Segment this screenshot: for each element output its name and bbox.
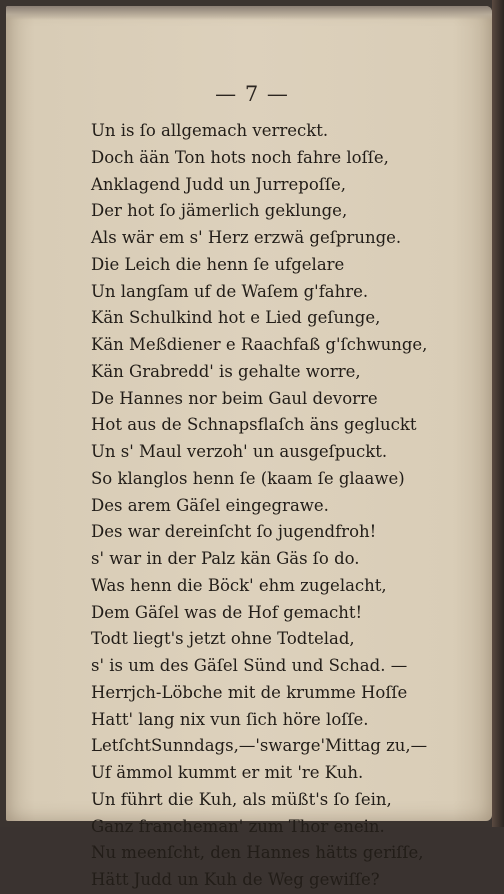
poem-line: Anklagend Judd un Jurrepoſſe, <box>91 174 347 194</box>
poem-line: Der hot ſo jämerlich geklunge, <box>91 201 348 221</box>
poem-line: Uf ämmol kummt er mit 're Kuh. <box>91 763 364 782</box>
poem-line: Hot aus de Schnapsflaſch äns gegluckt <box>91 415 417 435</box>
poem-line: Un s' Maul verzoh' un ausgeſpuckt. <box>91 442 388 461</box>
poem-line: Was henn die Böck' ehm zugelacht, <box>91 575 387 595</box>
poem-line: Ganz francheman' zum Thor enein. <box>91 816 385 836</box>
poem-line: Todt liegt's jetzt ohne Todtelad, <box>91 629 355 649</box>
poem-line: s' is um des Gäſel Sünd und Schad. — <box>91 656 408 675</box>
poem-line: Die Leich die henn ſe ufgelare <box>91 254 345 274</box>
poem-line: Un langſam uf de Waſem g'fahre. <box>91 281 369 301</box>
poem-line: Kän Schulkind hot e Lied geſunge, <box>91 308 381 328</box>
poem-line: Un führt die Kuh, als müßt's ſo ſein, <box>91 789 392 809</box>
poem-line: Kän Meßdiener e Raachfaß g'ſchwunge, <box>91 335 428 354</box>
poem-line: s' war in der Palz kän Gäs ſo do. <box>91 549 360 568</box>
poem-line: Herrjch-Löbche mit de krumme Hoſſe <box>91 682 408 702</box>
poem-text <box>91 118 491 894</box>
poem-line: Des war dereinſcht ſo jugendfroh! <box>91 522 377 542</box>
poem-line: Doch ään Ton hots noch fahre loſſe, <box>91 147 389 167</box>
page-top-shadow <box>6 6 492 20</box>
poem-line: LetſchtSunndags,—'swarge'Mittag zu,— <box>91 736 428 756</box>
poem-line: So klanglos henn ſe (kaam ſe glaawe) <box>91 468 405 488</box>
poem-line: Hätt Judd un Kuh de Weg gewiſſe? <box>91 870 380 889</box>
poem-line: Als wär em s' Herz erzwä geſprunge. <box>91 228 402 247</box>
book-cover-edge <box>492 0 504 827</box>
poem-line: Des arem Gäſel eingegrawe. <box>91 495 329 515</box>
poem-line: Un is ſo allgemach verreckt. <box>91 121 329 140</box>
poem-line: Hatt' lang nix vun ſich höre loſſe. <box>91 709 369 729</box>
poem-line: Nu meenſcht, den Hannes hätts geriſſe, <box>91 843 424 863</box>
poem-line: Kän Grabredd' is gehalte worre, <box>91 361 361 381</box>
page-number: — 7 — <box>215 82 289 106</box>
poem-line: De Hannes nor beim Gaul devorre <box>91 388 378 408</box>
poem-line: Dem Gäſel was de Hof gemacht! <box>91 602 363 622</box>
